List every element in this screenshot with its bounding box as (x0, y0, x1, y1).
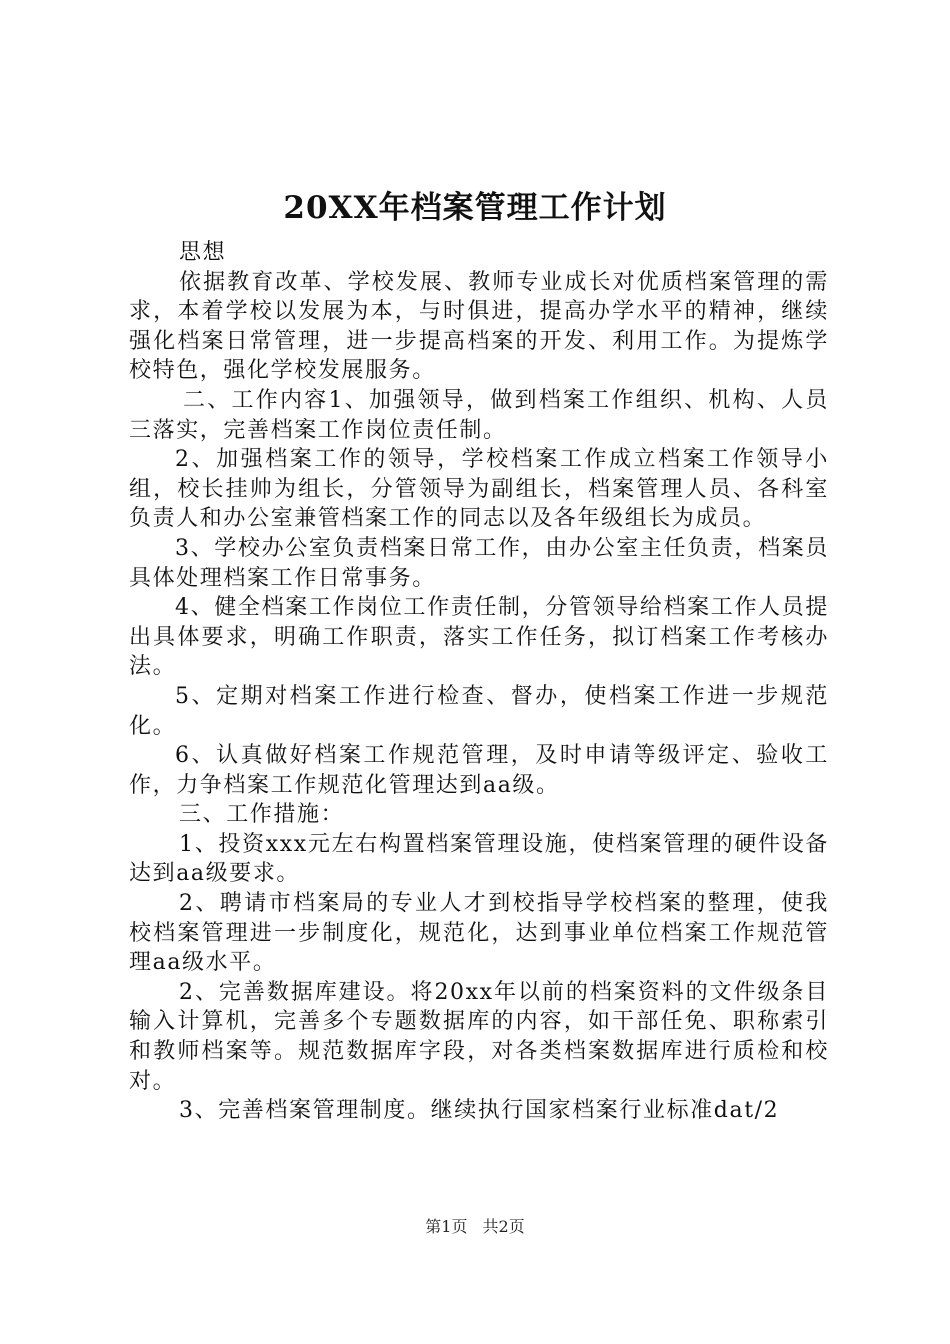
paragraph-work-content-4: 4、健全档案工作岗位工作责任制，分管领导给档案工作人员提出具体要求，明确工作职责，落实工作任务，拟订档案工作考核办法。 (129, 595, 829, 680)
paragraph-measure-rules: 3、完善档案管理制度。继续执行国家档案行业标准dat/2 (179, 1098, 780, 1124)
paragraph-work-content-5: 5、定期对档案工作进行检查、督办，使档案工作进一步规范化。 (129, 683, 829, 739)
paragraph-work-content-1: 二、工作内容1、加强领导，做到档案工作组织、机构、人员三落实，完善档案工作岗位责任制。 (129, 387, 829, 443)
paragraph-heading-measures: 三、工作措施： (179, 802, 345, 828)
paragraph-work-content-6: 6、认真做好档案工作规范管理，及时申请等级评定、验收工作，力争档案工作规范化管理达到aa级。 (129, 743, 829, 798)
paragraph-heading-thought: 思想 (179, 240, 227, 265)
paragraph-measure-1: 1、投资xxx元左右构置档案管理设施，使档案管理的硬件设备达到aa级要求。 (129, 831, 829, 887)
document-title: 20XX年档案管理工作计划 (283, 190, 667, 226)
page-number-current: 第1页 (425, 1217, 468, 1236)
document-body (129, 238, 829, 1126)
paragraph-guiding-principle: 依据教育改革、学校发展、教师专业成长对优质档案管理的需求，本着学校以发展为本，与时俱进，提高办学水平的精神，继续强化档案日常管理，进一步提高档案的开发、利用工作。为提炼学校特色，强化学校发展服务。 (129, 269, 829, 384)
paragraph-measure-database: 2、完善数据库建设。将20xx年以前的档案资料的文件级条目输入计算机，完善多个专题数据库的内容，如干部任免、职称索引和教师档案等。规范数据库字段，对各类档案数据库进行质检和校对。 (129, 979, 829, 1094)
paragraph-work-content-2: 2、加强档案工作的领导，学校档案工作成立档案工作领导小组，校长挂帅为组长，分管领导为副组长，档案管理人员、各科室负责人和办公室兼管档案工作的同志以及各年级组长为成员。 (129, 447, 829, 532)
paragraph-measure-2: 2、聘请市档案局的专业人才到校指导学校档案的整理，使我校档案管理进一步制度化，规范化，达到事业单位档案工作规范管理aa级水平。 (129, 891, 829, 976)
page-number-total: 共2页 (482, 1217, 525, 1236)
paragraph-work-content-3: 3、学校办公室负责档案日常工作，由办公室主任负责，档案员具体处理档案工作日常事务。 (129, 535, 829, 591)
page-footer (0, 1216, 950, 1238)
